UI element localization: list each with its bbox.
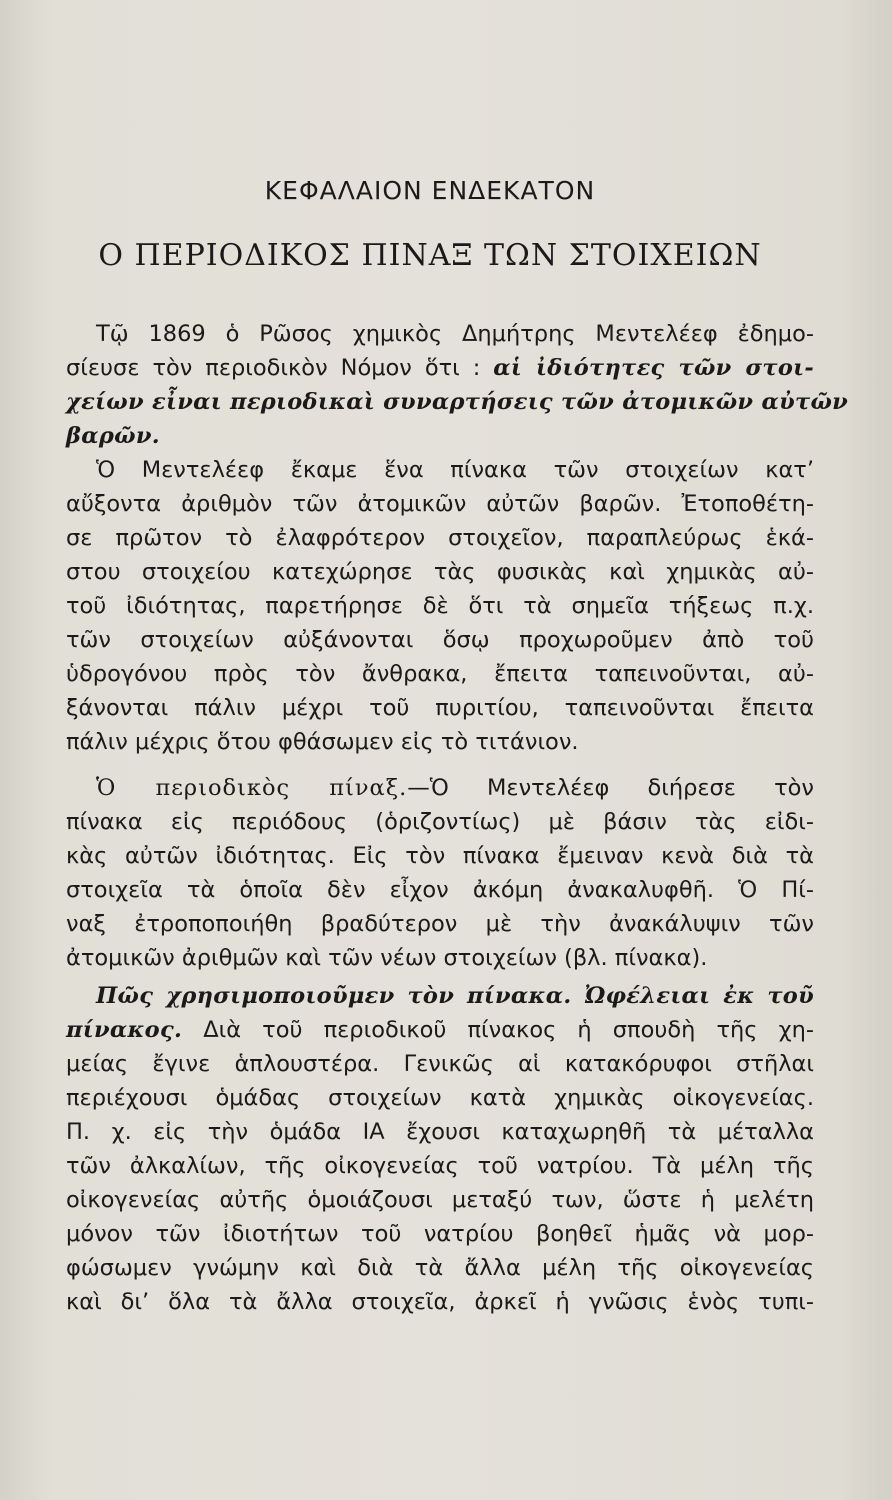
law-statement-middle: χείων εἶναι περιοδικαὶ συναρτήσεις τῶν ἀτομικῶν αὐτῶν [66, 389, 849, 415]
p1-line-1: Τῷ 1869 ὁ Ρῶσος χημικὸς Δημήτρης Μεντελέεφ ἐδημο- [96, 321, 814, 347]
p4-line-10: καὶ δι’ ὅλα τὰ ἄλλα στοιχεῖα, ἀρκεῖ ἡ γνῶσις ἑνὸς τυπι- [66, 1289, 814, 1315]
p3-line-4: στοιχεῖα τὰ ὁποῖα δὲν εἶχον ἀκόμη ἀνακαλυφθῆ. Ὁ Πί- [66, 877, 814, 903]
p3-line-6: ἀτομικῶν ἀριθμῶν καὶ τῶν νέων στοιχείων (βλ. πίνακα). [66, 945, 708, 971]
p4-line-3: μείας ἔγινε ἁπλουστέρα. Γενικῶς αἱ κατακόρυφοι στῆλαι [66, 1051, 814, 1077]
section-heading-usage: Πῶς χρησιμοποιοῦμεν τὸν πίνακα. Ὠφέλειαι ἐκ τοῦ [96, 983, 814, 1009]
p4-line-6: τῶν ἀλκαλίων, τῆς οἰκογενείας τοῦ νατρίου. Τὰ μέλη τῆς [66, 1153, 814, 1179]
p2-line-4: στου στοιχείου κατεχώρησε τὰς φυσικὰς καὶ χημικὰς αὐ- [66, 559, 814, 585]
p2-line-9: πάλιν μέχρις ὅτου φθάσωμεν εἰς τὸ τιτάνιον. [66, 729, 579, 755]
p2-line-7: ὑδρογόνου πρὸς τὸν ἄνθρακα, ἔπειτα ταπεινοῦνται, αὐ- [66, 661, 814, 687]
chapter-label: ΚΕΦΑΛΑΙΟΝ ΕΝΔΕΚΑΤΟΝ [264, 176, 596, 205]
p2-line-3: σε πρῶτον τὸ ἐλαφρότερον στοιχεῖον, παραπλεύρως ἑκά- [66, 525, 814, 551]
chapter-title: Ο ΠΕΡΙΟΔΙΚΟΣ ΠΙΝΑΞ ΤΩΝ ΣΤΟΙΧΕΙΩΝ [98, 238, 762, 273]
p4-line-9: φώσωμεν γνώμην καὶ διὰ τὰ ἄλλα μέλη τῆς οἰκογενείας [66, 1255, 814, 1281]
p3-line-5: ναξ ἐτροποποιήθη βραδύτερον μὲ τὴν ἀνακάλυψιν τῶν [66, 911, 814, 937]
p3-line-1 [96, 770, 814, 806]
section-heading-periodic-table: Ὁ περιοδικὸς πίναξ. [96, 775, 408, 801]
p3-line-3: κὰς αὐτῶν ἰδιότητας. Εἰς τὸν πίνακα ἔμειναν κενὰ διὰ τὰ [66, 843, 814, 869]
p1-line-2-text: σίευσε τὸν περιοδικὸν Νόμον ὅτι : [66, 355, 481, 381]
p4-line-4: περιέχουσι ὁμάδας στοιχείων κατὰ χημικὰς οἰκογενείας. [66, 1085, 814, 1111]
p3-line-2: πίνακα εἰς περιόδους (ὁριζοντίως) μὲ βάσιν τὰς εἰδι- [66, 809, 814, 835]
section-heading-usage-end: πίνακος. [66, 1017, 183, 1043]
p2-line-5: τοῦ ἰδιότητας, παρετήρησε δὲ ὅτι τὰ σημεῖα τήξεως π.χ. [66, 593, 814, 619]
p2-line-8: ξάνονται πάλιν μέχρι τοῦ πυριτίου, ταπεινοῦνται ἔπειτα [66, 695, 814, 721]
law-statement-end: βαρῶν. [66, 423, 160, 449]
p4-line-2 [66, 1012, 814, 1048]
p2-line-6: τῶν στοιχείων αὐξάνονται ὅσῳ προχωροῦμεν ἀπὸ τοῦ [66, 627, 814, 653]
p4-line-8: μόνον τῶν ἰδιοτήτων τοῦ νατρίου βοηθεῖ ἡμᾶς νὰ μορ- [66, 1221, 814, 1247]
p4-line-5: Π. χ. εἰς τὴν ὁμάδα ΙΑ ἔχουσι καταχωρηθῆ τὰ μέταλλα [66, 1119, 814, 1145]
p1-line-2 [66, 350, 814, 386]
p2-line-1: Ὁ Μεντελέεφ ἔκαμε ἕνα πίνακα τῶν στοιχείων κατ’ [96, 457, 814, 483]
p3-line-1-text: —Ὁ Μεντελέεφ διήρεσε τὸν [407, 775, 814, 801]
law-statement-start: αἱ ἰδιότητες τῶν στοι- [493, 355, 814, 381]
p2-line-2: αὔξοντα ἀριθμὸν τῶν ἀτομικῶν αὐτῶν βαρῶν. Ἐτοποθέτη- [66, 491, 814, 517]
p4-line-7: οἰκογενείας αὐτῆς ὁμοιάζουσι μεταξύ των, ὥστε ἡ μελέτη [66, 1187, 814, 1213]
p4-line-2-text: Διὰ τοῦ περιοδικοῦ πίνακος ἡ σπουδὴ τῆς χη- [203, 1017, 814, 1043]
